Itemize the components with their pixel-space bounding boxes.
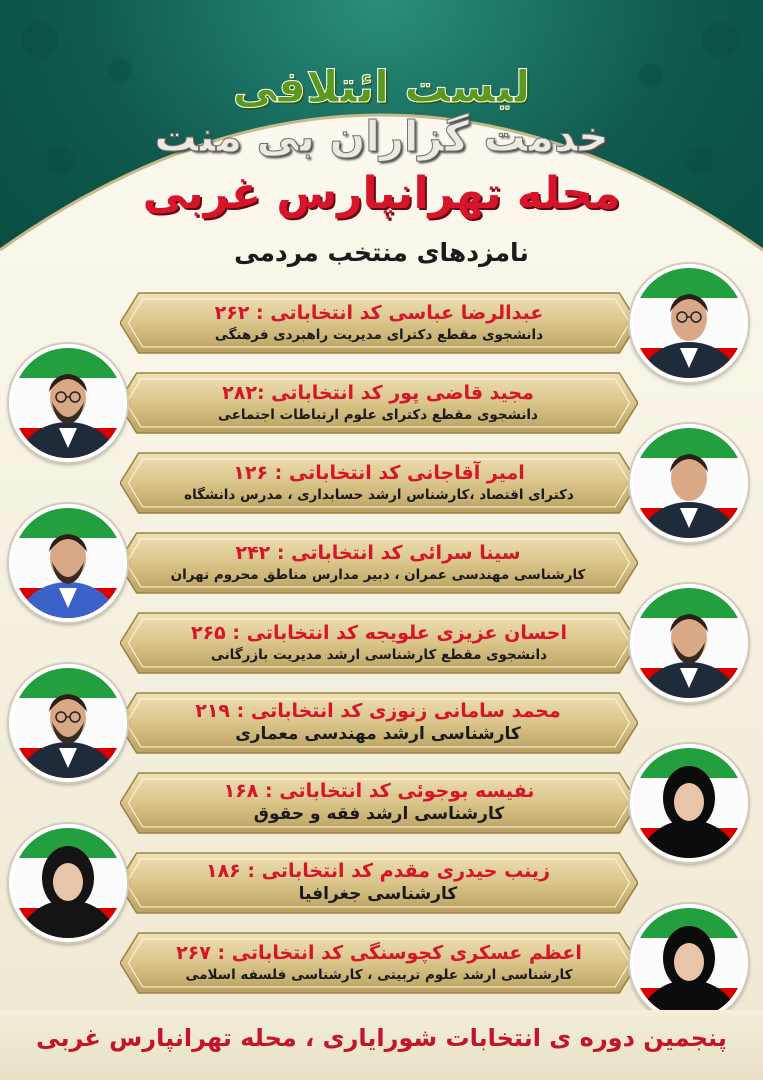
footer-text: پنجمین دوره ی انتخابات شورایاری ، محله تهرانپارس غربی — [36, 1024, 727, 1052]
candidate-banner — [120, 288, 638, 358]
candidate-name-code: اعظم عسکری کچوسنگی کد انتخاباتی : ۲۶۷ — [176, 942, 582, 965]
candidate-name-code: زینب حیدری مقدم کد انتخاباتی : ۱۸۶ — [205, 859, 551, 882]
candidate-photo — [630, 584, 748, 702]
candidate-name-code: امیر آقاجانی کد انتخاباتی : ۱۲۶ — [233, 462, 525, 485]
candidate-photo — [630, 904, 748, 1022]
candidate-name-code: سینا سرائی کد انتخاباتی : ۲۴۲ — [235, 542, 521, 565]
candidate-name-code: عبدالرضا عباسی کد انتخاباتی : ۲۶۲ — [214, 302, 544, 325]
candidate-name-code: نفیسه بوجوئی کد انتخاباتی : ۱۶۸ — [223, 779, 535, 802]
candidate-education: دکترای اقتصاد ،کارشناس ارشد حسابداری ، مدرس دانشگاه — [184, 486, 574, 503]
candidate-education: کارشناسی مهندسی عمران ، دبیر مدارس مناطق محروم تهران — [170, 566, 586, 583]
candidate-name-code: مجید قاضی پور کد انتخاباتی :۲۸۲ — [222, 382, 534, 405]
candidate-education: دانشجوی مقطع دکترای مدیریت راهبردی فرهنگی — [214, 326, 544, 343]
candidate-name-code: محمد سامانی زنوزی کد انتخاباتی : ۲۱۹ — [195, 699, 561, 722]
candidate-education: دانشجوی مقطع کارشناسی ارشد مدیریت بازرگانی — [210, 646, 548, 663]
candidate-education: کارشناسی ارشد علوم تربیتی ، کارشناسی فلسفه اسلامی — [185, 966, 573, 983]
candidate-banner — [118, 528, 638, 598]
candidate-photo — [9, 664, 127, 782]
neighborhood-title: محله تهرانپارس غربی — [142, 168, 621, 219]
candidate-banner — [118, 848, 638, 918]
candidate-photo — [630, 424, 748, 542]
candidate-education: دانشجوی مقطع دکترای علوم ارتباطات اجتماعی — [218, 406, 538, 423]
candidate-photo — [9, 344, 127, 462]
coalition-list-title: لیست ائتلافی — [232, 62, 531, 113]
candidate-education: کارشناسی ارشد مهندسی معماری — [235, 724, 521, 745]
candidate-name-code: احسان عزیزی علویجه کد انتخاباتی : ۲۶۵ — [190, 622, 568, 645]
candidate-education: کارشناسی جغرافیا — [298, 884, 458, 905]
candidate-banner — [118, 688, 638, 758]
candidate-banner — [120, 608, 638, 678]
candidates-subtitle: نامزدهای منتخب مردمی — [234, 238, 529, 267]
candidate-education: کارشناسی ارشد فقه و حقوق — [253, 804, 505, 825]
candidate-banner — [118, 368, 638, 438]
candidate-banner — [120, 928, 638, 998]
candidate-photo — [630, 744, 748, 862]
candidate-photo — [630, 264, 748, 382]
candidate-photo — [9, 824, 127, 942]
group-name-title: خدمت گزاران بی منت — [154, 112, 609, 161]
candidate-banner — [120, 448, 638, 518]
candidate-banner — [120, 768, 638, 838]
candidate-photo — [9, 504, 127, 622]
